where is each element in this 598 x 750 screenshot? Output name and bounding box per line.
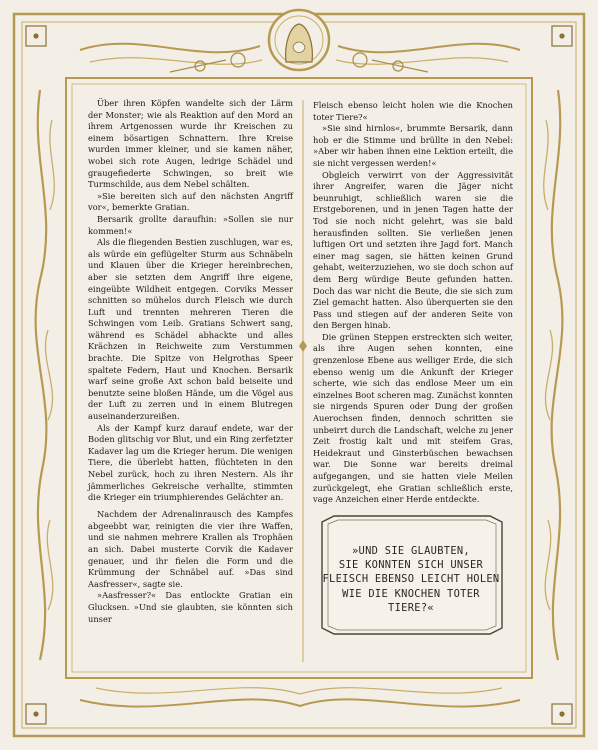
paragraph: »Aasfresser?« Das entlockte Gratian ein Glucksen. »Und sie glaubten, sie könnten sich unser [88,590,293,624]
bottom-scrollwork [80,699,520,706]
paragraph: Fleisch ebenso leicht holen wie die Knochen toter Tiere?« [313,100,513,122]
paragraph: Bersarik grollte daraufhin: »Sollen sie nur kommen!« [88,213,293,236]
paragraph: »Sie sind hirnlos«, brummte Bersarik, dann hob er die Stimme und brüllte in den Nebel: »Aber wir haben ihnen eine Lektion erteilt, die sie nicht vergessen werden!« [313,123,513,168]
paragraph: Als die fliegenden Bestien zuschlugen, war es, als würde ein geflügelter Sturm aus Schnäbeln und Klauen über die Krieger hereinbrechen, aber sie setzten dem Angriff ihre eigene, eingeübte Wildheit entgegen. Corviks Messer schnitten so mühelos durch Fleisch wie durch Luft und trennten mehreren Tieren die Schwingen vom Leib. Gratians Schwert sang, während es Schädel abhackte und alles Krächzen in Reichweite zum Verstummen brachte. Die Spitze von Helgrothas Speer spaltete Federn, Haut und Knochen. Bersarik warf seine große Axt schon bald beiseite und benutzte seine bloßen Hände, um die Vögel aus der Luft zu zerren und in einem Blutregen auseinanderzureißen. [88,237,293,422]
left-vine [36,90,47,660]
pull-quote-line: SIE KONNTEN SICH UNSER [338,559,484,572]
paragraph: Über ihren Köpfen wandelte sich der Lärm der Monster; wie als Reaktion auf den Mord an ihrem Artgenossen wurde ihr Kreischen zu einem bösartigen Schnattern. Ihre Kreise wurden immer kleiner, und sie kamen näher, wobei sich rote Augen, ledrige Schädel und graugefiederte Schwingen, so breit wie Turmschilde, aus dem Nebel schälten. [88,98,293,190]
pull-quote-line: FLEISCH EBENSO LEICHT HOLEN [322,573,500,586]
pull-quote-line: WIE DIE KNOCHEN TOTER [342,587,480,600]
pull-quote-text [322,544,500,615]
right-vine [552,90,563,660]
paragraph: Als der Kampf kurz darauf endete, war der Boden glitschig vor Blut, und ein Ring zerfetzter Kadaver lag um die Krieger herum. Die wenigen Tiere, die überlebt hatten, flüchteten in den Nebel zurück, hoch zu ihren Nestern. Als ihr jämmerliches Gekreische verhallte, stimmten die Krieger ein triumphierendes Gelächter an. [88,422,293,503]
pull-quote-line: »UND SIE GLAUBTEN, [351,545,470,557]
paragraph: Die grünen Steppen erstreckten sich weiter, als ihre Augen sehen konnten, eine grenzenlose Ebene aus welliger Erde, die sich ebenso wenig um die Ankunft der Krieger scherte, wie sich das endlose Meer um ein einzelnes Boot scheren mag. Zunächst konnten sie nirgends Spuren oder Dung der großen Auerochsen finden, dennoch schritten sie unbeirrt durch die Landschaft, welche zu jener Zeit frostig kalt und mit steifem Gras, Heidekraut und Ginsterbüschen bewachsen war. Die Sonne war bereits dreimal aufgegangen, und sie hatten viele Meilen zurückgelegt, ehe Gratian schließlich erste, vage Anzeichen einer Herde entdeckte. [313,331,513,505]
pull-quote [322,520,500,632]
left-text-column [88,98,293,625]
paragraph: »Sie bereiten sich auf den nächsten Angriff vor«, bemerkte Gratian. [88,190,293,213]
right-text-column [313,100,513,506]
paragraph: Obgleich verwirrt von der Aggressivität ihrer Angreifer, waren die Jäger nicht beunruhigt, schließlich waren sie die Erstgeborenen, und in jenen Tagen hatte der Tod sie noch nicht gelehrt, was sie bald herausfinden sollten. Sie verließen jenen luftigen Ort und setzten ihre Jagd fort. Manch einer mag sagen, sie hätten keinen Grund gehabt, weiterzuziehen, wo sie doch schon auf dem Berg würdige Beute gefunden hatten. Doch das war nicht die Beute, die sie sich zum Ziel gemacht hatten. Also überquerten sie den Pass und stiegen auf der anderen Seite von den Bergen hinab. [313,169,513,331]
paragraph: Nachdem der Adrenalinrausch des Kampfes abgeebbt war, reinigten die vier ihre Waffen, und sie nahmen mehrere Krallen als Trophäen an sich. Dabei musterte Corvik die Kadaver genauer, und ihr fielen die Form und die Krümmung der Schnäbel auf. »Das sind Aasfresser«, sagte sie. [88,509,293,589]
pull-quote-line: TIERE?« [388,601,434,614]
hooded-figure-medallion-icon [269,10,329,70]
